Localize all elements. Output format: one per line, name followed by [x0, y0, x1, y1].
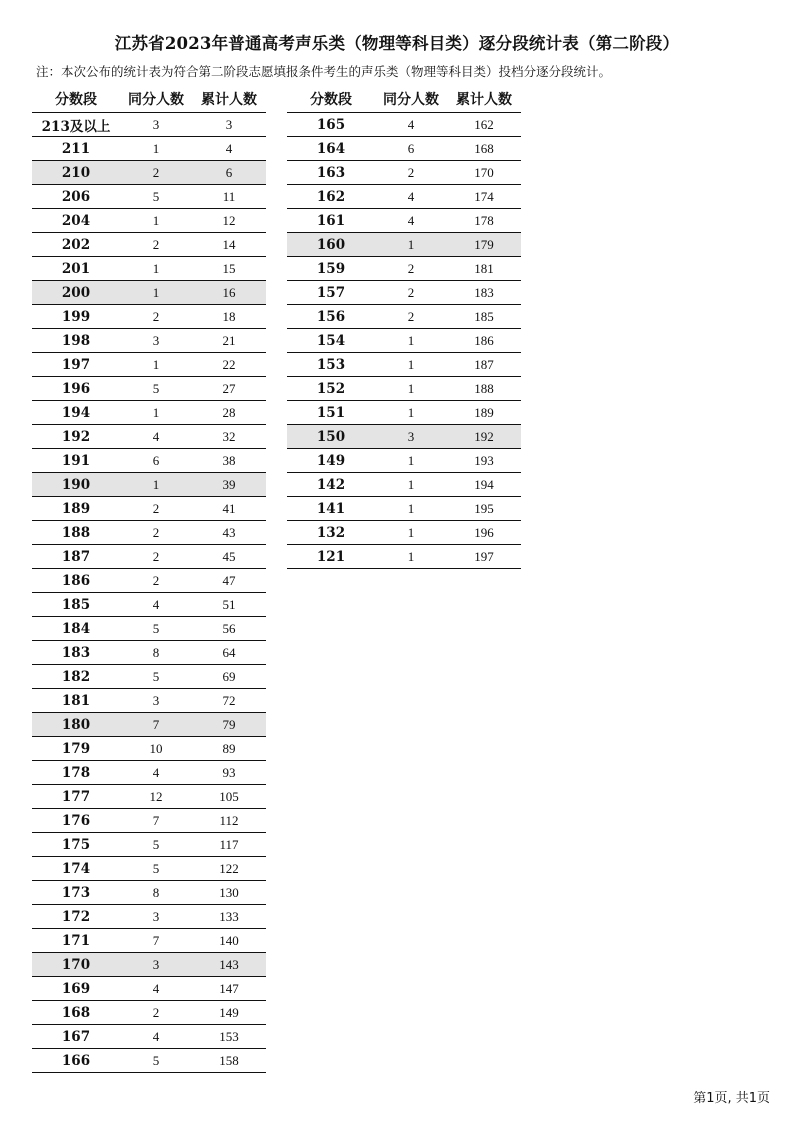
table-row — [287, 281, 521, 305]
same-score-count-cell: 1 — [120, 473, 192, 497]
score-cell: 161 — [287, 209, 375, 233]
table-row — [32, 281, 266, 305]
header-same-score-count: 同分人数 — [120, 88, 192, 113]
cumulative-count-cell: 174 — [447, 185, 521, 209]
cumulative-count-cell: 12 — [192, 209, 266, 233]
cumulative-count-cell: 11 — [192, 185, 266, 209]
table-row — [32, 641, 266, 665]
cumulative-count-cell: 168 — [447, 137, 521, 161]
cumulative-count-cell: 4 — [192, 137, 266, 161]
table-row — [32, 1001, 266, 1025]
same-score-count-cell: 6 — [120, 449, 192, 473]
cumulative-count-cell: 162 — [447, 113, 521, 137]
table-row — [32, 305, 266, 329]
table-row — [32, 233, 266, 257]
cumulative-count-cell: 69 — [192, 665, 266, 689]
same-score-count-cell: 5 — [120, 665, 192, 689]
page-footer: 第1页, 共1页 — [693, 1091, 770, 1106]
table-row — [32, 1025, 266, 1049]
same-score-count-cell: 2 — [120, 161, 192, 185]
same-score-count-cell: 1 — [120, 401, 192, 425]
score-table-left — [32, 88, 266, 1073]
cumulative-count-cell: 21 — [192, 329, 266, 353]
cumulative-count-cell: 18 — [192, 305, 266, 329]
same-score-count-cell: 2 — [120, 1001, 192, 1025]
same-score-count-cell: 4 — [120, 425, 192, 449]
same-score-count-cell: 1 — [375, 497, 447, 521]
table-row — [287, 233, 521, 257]
table-row — [287, 521, 521, 545]
score-cell: 190 — [32, 473, 120, 497]
table-note: 注：本次公布的统计表为符合第二阶段志愿填报条件考生的声乐类（物理等科目类）投档分逐分段统计。 — [36, 64, 612, 79]
score-cell: 202 — [32, 233, 120, 257]
table-row — [32, 449, 266, 473]
cumulative-count-cell: 14 — [192, 233, 266, 257]
same-score-count-cell: 2 — [120, 305, 192, 329]
score-cell: 157 — [287, 281, 375, 305]
same-score-count-cell: 1 — [375, 353, 447, 377]
table-header-row — [287, 88, 521, 113]
table-row — [32, 329, 266, 353]
score-cell: 182 — [32, 665, 120, 689]
same-score-count-cell: 3 — [120, 329, 192, 353]
table-row — [32, 377, 266, 401]
cumulative-count-cell: 47 — [192, 569, 266, 593]
same-score-count-cell: 8 — [120, 641, 192, 665]
cumulative-count-cell: 158 — [192, 1049, 266, 1073]
cumulative-count-cell: 193 — [447, 449, 521, 473]
score-cell: 213及以上 — [32, 113, 120, 137]
table-row — [287, 473, 521, 497]
cumulative-count-cell: 43 — [192, 521, 266, 545]
score-cell: 189 — [32, 497, 120, 521]
same-score-count-cell: 7 — [120, 809, 192, 833]
table-row — [32, 857, 266, 881]
cumulative-count-cell: 187 — [447, 353, 521, 377]
score-cell: 164 — [287, 137, 375, 161]
cumulative-count-cell: 117 — [192, 833, 266, 857]
table-row — [32, 1049, 266, 1073]
table-row — [287, 305, 521, 329]
same-score-count-cell: 1 — [375, 545, 447, 569]
cumulative-count-cell: 112 — [192, 809, 266, 833]
table-row — [32, 593, 266, 617]
same-score-count-cell: 1 — [375, 401, 447, 425]
score-cell: 200 — [32, 281, 120, 305]
cumulative-count-cell: 140 — [192, 929, 266, 953]
cumulative-count-cell: 41 — [192, 497, 266, 521]
score-cell: 170 — [32, 953, 120, 977]
score-cell: 160 — [287, 233, 375, 257]
same-score-count-cell: 4 — [375, 185, 447, 209]
same-score-count-cell: 3 — [120, 113, 192, 137]
table-row — [32, 905, 266, 929]
table-row — [32, 425, 266, 449]
score-cell: 168 — [32, 1001, 120, 1025]
same-score-count-cell: 2 — [120, 569, 192, 593]
score-table-right — [287, 88, 521, 569]
same-score-count-cell: 2 — [120, 545, 192, 569]
score-cell: 173 — [32, 881, 120, 905]
same-score-count-cell: 7 — [120, 713, 192, 737]
cumulative-count-cell: 195 — [447, 497, 521, 521]
table-row — [32, 113, 266, 137]
score-cell: 210 — [32, 161, 120, 185]
same-score-count-cell: 1 — [375, 329, 447, 353]
score-cell: 201 — [32, 257, 120, 281]
same-score-count-cell: 1 — [120, 257, 192, 281]
same-score-count-cell: 2 — [120, 497, 192, 521]
table-row — [32, 617, 266, 641]
score-cell: 150 — [287, 425, 375, 449]
same-score-count-cell: 1 — [120, 281, 192, 305]
table-header-row — [32, 88, 266, 113]
same-score-count-cell: 3 — [120, 905, 192, 929]
same-score-count-cell: 6 — [375, 137, 447, 161]
table-row — [287, 377, 521, 401]
cumulative-count-cell: 79 — [192, 713, 266, 737]
cumulative-count-cell: 130 — [192, 881, 266, 905]
score-cell: 178 — [32, 761, 120, 785]
same-score-count-cell: 1 — [375, 233, 447, 257]
score-cell: 186 — [32, 569, 120, 593]
table-row — [287, 497, 521, 521]
same-score-count-cell: 4 — [375, 113, 447, 137]
cumulative-count-cell: 72 — [192, 689, 266, 713]
table-row — [32, 785, 266, 809]
same-score-count-cell: 4 — [120, 761, 192, 785]
table-row — [32, 161, 266, 185]
same-score-count-cell: 1 — [375, 449, 447, 473]
cumulative-count-cell: 27 — [192, 377, 266, 401]
table-row — [32, 257, 266, 281]
table-row — [287, 113, 521, 137]
same-score-count-cell: 1 — [375, 521, 447, 545]
same-score-count-cell: 7 — [120, 929, 192, 953]
score-cell: 156 — [287, 305, 375, 329]
same-score-count-cell: 2 — [375, 281, 447, 305]
same-score-count-cell: 4 — [120, 1025, 192, 1049]
score-cell: 121 — [287, 545, 375, 569]
cumulative-count-cell: 196 — [447, 521, 521, 545]
table-row — [32, 881, 266, 905]
score-cell: 199 — [32, 305, 120, 329]
header-cumulative-count: 累计人数 — [447, 88, 521, 113]
same-score-count-cell: 8 — [120, 881, 192, 905]
score-cell: 162 — [287, 185, 375, 209]
same-score-count-cell: 5 — [120, 1049, 192, 1073]
header-cumulative-count: 累计人数 — [192, 88, 266, 113]
cumulative-count-cell: 178 — [447, 209, 521, 233]
same-score-count-cell: 2 — [120, 233, 192, 257]
same-score-count-cell: 10 — [120, 737, 192, 761]
score-cell: 175 — [32, 833, 120, 857]
header-score-range: 分数段 — [32, 88, 120, 113]
same-score-count-cell: 3 — [120, 689, 192, 713]
table-row — [32, 809, 266, 833]
table-row — [32, 209, 266, 233]
table-row — [32, 185, 266, 209]
score-cell: 176 — [32, 809, 120, 833]
table-row — [287, 401, 521, 425]
same-score-count-cell: 12 — [120, 785, 192, 809]
cumulative-count-cell: 39 — [192, 473, 266, 497]
same-score-count-cell: 1 — [120, 353, 192, 377]
cumulative-count-cell: 194 — [447, 473, 521, 497]
table-row — [32, 353, 266, 377]
cumulative-count-cell: 170 — [447, 161, 521, 185]
table-row — [32, 521, 266, 545]
table-row — [287, 425, 521, 449]
table-row — [32, 569, 266, 593]
table-row — [32, 545, 266, 569]
score-cell: 191 — [32, 449, 120, 473]
score-cell: 179 — [32, 737, 120, 761]
score-cell: 183 — [32, 641, 120, 665]
score-cell: 141 — [287, 497, 375, 521]
cumulative-count-cell: 133 — [192, 905, 266, 929]
table-row — [32, 737, 266, 761]
same-score-count-cell: 4 — [120, 977, 192, 1001]
cumulative-count-cell: 51 — [192, 593, 266, 617]
cumulative-count-cell: 38 — [192, 449, 266, 473]
score-cell: 177 — [32, 785, 120, 809]
score-cell: 188 — [32, 521, 120, 545]
cumulative-count-cell: 105 — [192, 785, 266, 809]
score-table-right-body — [287, 113, 521, 569]
table-row — [32, 929, 266, 953]
score-cell: 185 — [32, 593, 120, 617]
table-row — [32, 761, 266, 785]
same-score-count-cell: 5 — [120, 617, 192, 641]
cumulative-count-cell: 3 — [192, 113, 266, 137]
cumulative-count-cell: 188 — [447, 377, 521, 401]
cumulative-count-cell: 122 — [192, 857, 266, 881]
table-row — [32, 953, 266, 977]
cumulative-count-cell: 6 — [192, 161, 266, 185]
table-row — [287, 545, 521, 569]
cumulative-count-cell: 32 — [192, 425, 266, 449]
score-cell: 149 — [287, 449, 375, 473]
cumulative-count-cell: 185 — [447, 305, 521, 329]
page-title: 江苏省2023年普通高考声乐类（物理等科目类）逐分段统计表（第二阶段） — [114, 34, 680, 53]
table-row — [32, 473, 266, 497]
score-cell: 171 — [32, 929, 120, 953]
same-score-count-cell: 3 — [120, 953, 192, 977]
table-row — [287, 257, 521, 281]
same-score-count-cell: 3 — [375, 425, 447, 449]
score-cell: 172 — [32, 905, 120, 929]
same-score-count-cell: 2 — [375, 305, 447, 329]
cumulative-count-cell: 183 — [447, 281, 521, 305]
score-cell: 194 — [32, 401, 120, 425]
cumulative-count-cell: 197 — [447, 545, 521, 569]
cumulative-count-cell: 45 — [192, 545, 266, 569]
table-row — [32, 689, 266, 713]
table-row — [32, 713, 266, 737]
cumulative-count-cell: 93 — [192, 761, 266, 785]
table-row — [287, 161, 521, 185]
same-score-count-cell: 4 — [120, 593, 192, 617]
cumulative-count-cell: 56 — [192, 617, 266, 641]
score-cell: 196 — [32, 377, 120, 401]
table-row — [32, 497, 266, 521]
score-cell: 163 — [287, 161, 375, 185]
table-row — [32, 977, 266, 1001]
same-score-count-cell: 4 — [375, 209, 447, 233]
cumulative-count-cell: 189 — [447, 401, 521, 425]
header-score-range: 分数段 — [287, 88, 375, 113]
same-score-count-cell: 1 — [120, 209, 192, 233]
cumulative-count-cell: 22 — [192, 353, 266, 377]
same-score-count-cell: 5 — [120, 377, 192, 401]
score-cell: 132 — [287, 521, 375, 545]
cumulative-count-cell: 16 — [192, 281, 266, 305]
score-cell: 159 — [287, 257, 375, 281]
cumulative-count-cell: 149 — [192, 1001, 266, 1025]
score-cell: 198 — [32, 329, 120, 353]
score-cell: 142 — [287, 473, 375, 497]
cumulative-count-cell: 186 — [447, 329, 521, 353]
same-score-count-cell: 5 — [120, 857, 192, 881]
score-cell: 152 — [287, 377, 375, 401]
cumulative-count-cell: 192 — [447, 425, 521, 449]
score-cell: 206 — [32, 185, 120, 209]
cumulative-count-cell: 143 — [192, 953, 266, 977]
score-cell: 165 — [287, 113, 375, 137]
score-cell: 211 — [32, 137, 120, 161]
table-row — [32, 833, 266, 857]
table-row — [287, 185, 521, 209]
score-cell: 187 — [32, 545, 120, 569]
table-row — [287, 137, 521, 161]
score-cell: 180 — [32, 713, 120, 737]
same-score-count-cell: 5 — [120, 833, 192, 857]
same-score-count-cell: 2 — [120, 521, 192, 545]
same-score-count-cell: 1 — [375, 377, 447, 401]
table-row — [32, 665, 266, 689]
table-row — [287, 209, 521, 233]
same-score-count-cell: 5 — [120, 185, 192, 209]
score-cell: 169 — [32, 977, 120, 1001]
score-cell: 174 — [32, 857, 120, 881]
table-row — [287, 449, 521, 473]
score-cell: 204 — [32, 209, 120, 233]
score-table-left-body — [32, 113, 266, 1073]
score-cell: 154 — [287, 329, 375, 353]
header-same-score-count: 同分人数 — [375, 88, 447, 113]
cumulative-count-cell: 153 — [192, 1025, 266, 1049]
table-row — [287, 353, 521, 377]
cumulative-count-cell: 179 — [447, 233, 521, 257]
table-row — [287, 329, 521, 353]
cumulative-count-cell: 15 — [192, 257, 266, 281]
cumulative-count-cell: 147 — [192, 977, 266, 1001]
score-cell: 181 — [32, 689, 120, 713]
table-row — [32, 137, 266, 161]
score-cell: 153 — [287, 353, 375, 377]
table-row — [32, 401, 266, 425]
same-score-count-cell: 1 — [375, 473, 447, 497]
cumulative-count-cell: 181 — [447, 257, 521, 281]
score-cell: 192 — [32, 425, 120, 449]
score-cell: 167 — [32, 1025, 120, 1049]
score-cell: 184 — [32, 617, 120, 641]
same-score-count-cell: 2 — [375, 257, 447, 281]
score-cell: 197 — [32, 353, 120, 377]
score-cell: 166 — [32, 1049, 120, 1073]
same-score-count-cell: 1 — [120, 137, 192, 161]
cumulative-count-cell: 28 — [192, 401, 266, 425]
score-cell: 151 — [287, 401, 375, 425]
same-score-count-cell: 2 — [375, 161, 447, 185]
cumulative-count-cell: 89 — [192, 737, 266, 761]
cumulative-count-cell: 64 — [192, 641, 266, 665]
